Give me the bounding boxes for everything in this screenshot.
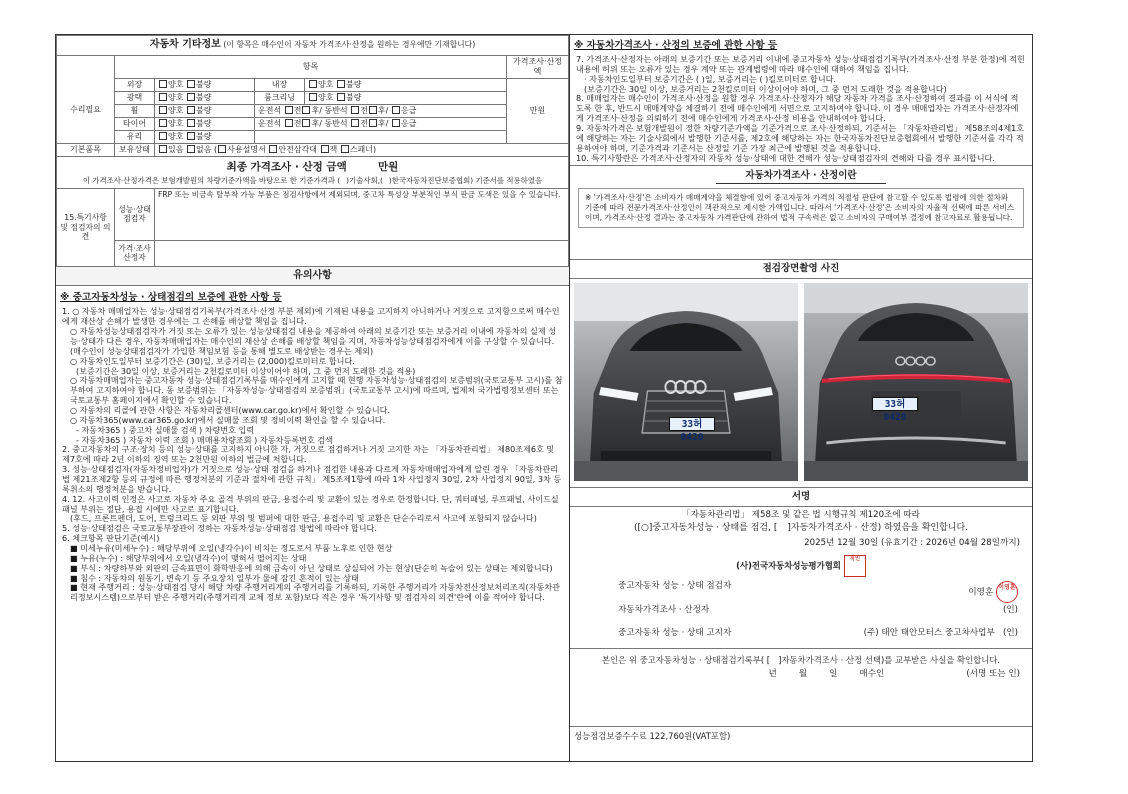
tire-options[interactable]: 양호 불량 — [155, 117, 255, 130]
photos-title: 점검장면촬영 사진 — [570, 260, 1032, 279]
pricing-item: · 자동차인도일부터 보증기간은 ( )일, 보증거리는 ( )킬로미터로 합니다. — [584, 73, 837, 84]
wheel-label: 휠 — [115, 104, 155, 117]
repair-label: 수리필요 — [57, 78, 115, 143]
pricing-warranty-list — [570, 55, 1032, 166]
interior-label: 내장 — [255, 78, 305, 91]
fee-line: 성능점검보증수수료 122,760원(VAT포함) — [570, 726, 1032, 742]
possession-label: 보유상태 — [115, 143, 155, 156]
col-item-header: 항목 — [115, 55, 507, 78]
car-front-photo — [574, 283, 798, 481]
warranty-item: ■ 누유(누수) : 해당부위에서 오일(냉각수)이 맺혀서 떨어지는 상태 — [70, 552, 307, 563]
wheel-options[interactable]: 양호 불량 — [155, 104, 255, 117]
pricer-row: 자동차가격조사 · 산정자 (인) — [618, 604, 1018, 615]
warranty-item: 6. 체크항목 판단기준(예시) — [62, 533, 160, 544]
other-info-note: (이 항목은 매수인이 자동차 가격조사·산정을 원하는 경우에만 기재합니다) — [223, 40, 476, 49]
warranty-item: (보증기간은 30일 이상, 보증거리는 2천킬로미터 이상이어야 하며, 그 중 먼저 도래한 것을 적용) — [76, 365, 416, 376]
col-price-header: 가격조사·산정액 — [507, 55, 569, 78]
warranty-item: ■ 부식 : 차량하부와 외판의 금속표면이 화학반응에 의해 금속이 아닌 상태로 상실되어 가는 현상(단순히 녹슬어 있는 상태는 제외합니다) — [70, 562, 553, 573]
warranty-item: ○ 자동차매매업자는 중고자동차 성능·상태점검기록부를 매수인에게 고지할 때 현행 자동차성능·상태점검의 보증범위(국토교통부 고시)를 첨부하여 고지하여야 합니다. 동 보증범위는 「자동차성능·상태점검의 보증범위」(국토교통부 고시)에 따르며, 법제처 국가법령정보센터 또는 국토교통부 홈페이지에서 확인할 수 있습니다. — [70, 375, 563, 406]
date-line: 2025년 12월 30일 (유효기간 : 2026년 04월 28일까지) — [804, 538, 1020, 549]
warranty-item: - 자동차365 ) 자동차 이력 조회 ) 매매용차량조회 ) 자동차등록번호 검색 — [76, 434, 333, 445]
receipt-date-row: 년 월 일 매수인 (서명 또는 인) — [768, 668, 1020, 679]
room-cleaning-label: 룸크리닝 — [255, 91, 305, 104]
pricing-warranty-title: ※ 자동차가격조사 · 산정의 보증에 관한 사항 등 — [574, 40, 778, 51]
rear-license-plate: 33허 0420 — [872, 397, 918, 411]
gloss-label: 광택 — [115, 91, 155, 104]
basic-items-options[interactable]: 있음 없음 ( 사용설명서 안전삼각대 잭 스패너) — [155, 143, 569, 156]
warranty-item: ○ 자동차365(www.car365.go.kr)에서 실매물 조회 및 정비이력 확인을 할 수 있습니다. — [70, 414, 386, 425]
pricing-def-text: ※ '가격조사·산정'은 소비자가 매매계약을 체결함에 있어 중고자동차 가격의 적절성 판단에 참고할 수 있도록 법령에 의한 절차와 기준에 따라 전문가격조사·산정인이 객관적으로 제시한 가액입니다. 따라서 '가격조사·산정'은 소비자의 자율적 선택에 따른 서비스이며, 가격조사·산정 결과는 중고자동차 가격판단에 관하여 법적 구속력은 없고 소비자의 구매여부 결정에 참고자료로 활용됩니다. — [578, 188, 1024, 228]
warranty-item: ○ 자동차성능상태점검자가 거짓 또는 오류가 있는 성능상태점검 내용을 제공하여 아래의 보증기간 또는 보증거리 이내에 자동차의 실제 성능·상태가 다른 경우, 자동차매매업자는 매수인의 재산상 손해를 배상할 책임을 지며, 자동차성능상태점검자에게 이를 구상할 수 있습니다. (매수인이 성능상태점검자가 가입한 책임보험 등을 통해 별도로 배상받는 경우는 제외) — [70, 326, 557, 356]
car-rear-photo — [804, 283, 1028, 481]
wheel-position-options[interactable]: 운전석 전 후/ 동반석 전 후/ 응급 — [255, 104, 507, 117]
warranty-item: ○ 자동차의 리콜에 관한 사항은 자동차리콜센터(www.car.go.kr)에서 확인할 수 있습니다. — [70, 404, 391, 415]
inspection-photos — [570, 283, 1032, 481]
pricing-item: 10. 특기사항란은 가격조사·산정자의 자동차 성능·상태에 대한 견해가 성능·상태점검자의 견해와 다를 경우 표시합니다. — [576, 152, 995, 163]
glass-label: 유리 — [115, 130, 155, 143]
glass-options[interactable]: 양호 불량 — [155, 130, 255, 143]
tire-label: 타이어 — [115, 117, 155, 130]
pricing-item: 9. 자동차가격은 보험개발원이 정한 차량기준가액을 기준가격으로 조사·산정하되, 기준서는 「자동차관리법」 제58조의4제1호에 해당하는 자는 기술사회에서 발행한 기준서를, 제2호에 해당하는 자는 한국자동차진단보증협회에서 발행한 기준서를 각각 적용하여야 하며, 기준가격과 기준서는 산정일 기준 가장 최근에 발행된 것을 적용합니다. — [576, 123, 1025, 153]
warranty-item: 5. 성능·상태점검은 국토교통부장관이 정하는 자동차성능·상태점검 방법에 따라야 합니다. — [62, 523, 377, 534]
pricing-def-title: 자동차가격조사 · 산정이란 — [716, 170, 886, 184]
other-info-title: 자동차 기타정보 — [149, 39, 221, 50]
inspector-seal: 이영훈 — [996, 581, 1018, 603]
warranty-item: 1. ○ 자동차 매매업자는 성능·상태점검기록부(가격조사·산정 부분 제외)에 기재된 내용을 고지하지 아니하거나 거짓으로 고지함으로써 매수인에게 재산상 손해가 발생한 경우에는 그 손해를 배상할 책임을 집니다. — [62, 306, 560, 327]
warranty-item: ■ 현재 주행거리 : 성능·상태점검 당시 해당 차량 주행거리계의 주행거리를 기록하되, 기록한 주행거리가 자동차전산정보처리조직(자동차관리정보시스템)으로부터 받은 주행거리(주행거리계 교체 정보 포함)보다 적은 경우 '특기사항 및 점검자의 의견'란에 이를 적어야 합니다. — [70, 582, 560, 603]
warranty-item: 3. 성능·상태점검자(자동차정비업자)가 거짓으로 성능·상태 점검을 하거나 점검한 내용과 다르게 자동차매매업자에게 알린 경우 「자동차관리법 제21조제2항 등의 규정에 따른 행정처분의 기준과 절차에 관한 규칙」 제5조제1항에 따라 1차 사업정지 30일, 2차 사업정지 90일, 3차 등록취소의 행정처분을 받습니다. — [62, 464, 562, 494]
basic-items-label: 기본품목 — [57, 143, 115, 156]
warranty-item: (후드, 프론트펜더, 도어, 트렁크리드 등 외판 부위 및 범퍼에 대한 판금, 용접수리 및 교환은 단순수리로서 사고에 포함되지 않습니다) — [70, 513, 537, 524]
special-inspector-text: FRP 또는 비금속 탈부착 가능 부품은 점검사항에서 제외되며, 중고차 특성상 부분적인 부식 판금 도색은 있을 수 있습니다. — [155, 188, 569, 240]
confirm-line: ([○]중고자동차성능 · 상태를 점검, [ ]자동차가격조사 · 산정) 하였음을 확인합니다. — [633, 522, 969, 533]
special-pricer-label: 가격·조사 산정자 — [115, 240, 155, 266]
warranty-item: 4. 12. 사고이력 인정은 사고로 자동차 주요 골격 부위의 판금, 용접수리 및 교환이 있는 경우로 한정합니다. 단, 쿼터패널, 루프패널, 사이드실패널 부위는 절단, 용접 시에만 사고로 표기합니다. — [62, 493, 559, 514]
room-cleaning-options[interactable]: 양호 불량 — [305, 91, 507, 104]
warranty-item: 2. 중고자동차의 구조·장치 등의 성능·상태를 고지하지 아니한 자, 거짓으로 점검하거나 거짓 고지한 자는 「자동차관리법」 제80조제6호 및 제7호에 따라 2년 이하의 징역 또는 2천만원 이하의 벌금에 처합니다. — [62, 444, 555, 465]
special-pricer-text — [155, 240, 569, 266]
warranty-list — [56, 307, 569, 603]
right-column — [570, 34, 1033, 762]
signature-section — [570, 507, 1032, 679]
association-line: (사)전국자동차성능평가협회 직인 — [570, 555, 1032, 577]
left-column — [55, 34, 570, 762]
gloss-options[interactable]: 양호 불량 — [155, 91, 255, 104]
pricing-item: 8. 매매업자는 매수인이 가격조사·산정을 원할 경우 가격조사·산정자가 해당 자동차 가격을 조사·산정하여 결과를 이 서식에 적도록 한 후, 반드시 매매계약을 체결하기 전에 매수인에게 서면으로 고지하여야 합니다. 이 경우 매매업자는 가격조사·산정자에게 가격조사·산정을 의뢰하기 전에 매수인에게 가격조사·산정 비용을 안내하여야 합니다. — [576, 93, 1019, 124]
car-front-image — [574, 283, 798, 481]
special-inspector-label: 성능·상태 점검자 — [115, 188, 155, 240]
final-price-row: 최종 가격조사 · 산정 금액 만원 — [226, 160, 399, 173]
final-price-note: 이 가격조사·산정가격은 보험개발원의 차량기준가액을 바탕으로 한 기준가격과 ( )기술사회,( )한국자동차진단보증협회) 기준서를 적용하였음 — [82, 175, 543, 185]
pricing-item: 7. 가격조사·산정자는 아래의 보증기간 또는 보증거리 이내에 중고자동차 성능·상태점검기록부(가격조사·산정 부분 한정)에 적힌 내용에 허위 또는 오류가 있는 경우 계약 또는 관계법령에 따라 매수인에 대하여 책임을 집니다. — [576, 53, 1025, 74]
exterior-label: 외장 — [115, 78, 155, 91]
warranty-item: - 자동차365 ) 중고차 실매물 검색 ) 차량번호 입력 — [76, 424, 255, 435]
price-unit: 만원 — [507, 78, 569, 143]
warranty-title: ※ 중고자동차성능 · 상태점검의 보증에 관한 사항 등 — [60, 292, 282, 304]
car-rear-image — [804, 283, 1028, 481]
warranty-item: ■ 침수 : 자동차의 원동기, 변속기 등 주요장치 일부가 물에 잠긴 흔적이 있는 상태 — [70, 572, 359, 583]
exterior-options[interactable]: 양호 불량 — [155, 78, 255, 91]
notice-bar: 유의사항 — [56, 267, 569, 287]
front-license-plate: 33허 0420 — [669, 417, 715, 431]
inspector-row: 중고자동차 성능 · 상태 점검자 이영훈 이영훈 — [570, 581, 1032, 603]
receipt-line: 본인은 위 중고자동차성능 · 상태점검기록부( [ ]자동차가격조사 · 산정 선택)를 교부받은 사실을 확인합니다. — [601, 655, 1001, 666]
interior-options[interactable]: 양호 불량 — [305, 78, 507, 91]
law-line: 「자동차관리법」 제58조 및 같은 법 시행규칙 제120조에 따라 — [682, 510, 920, 521]
warranty-item: ○ 자동차인도일부터 보증기간은 (30)일, 보증거리는 (2,000)킬로미터로 합니다. — [70, 355, 355, 366]
special-notes-label: 15.특기사항 및 점검자의 의견 — [57, 188, 115, 266]
warranty-item: ■ 미세누유(미세누수) : 해당부위에 오일(냉각수)이 비치는 정도로서 부품 노후로 인한 현상 — [70, 542, 393, 553]
signature-title: 서명 — [570, 487, 1032, 507]
notifier-row: 중고자동차 성능 · 상태 고지자 (주) 태안 태안모터스 중고차사업부 (인) — [618, 627, 1018, 638]
tire-position-options[interactable]: 운전석 전 후/ 동반석 전 후/ 응급 — [255, 117, 507, 130]
pricing-definition-section — [570, 170, 1032, 260]
association-seal: 직인 — [844, 555, 866, 577]
receipt-section — [570, 648, 1032, 679]
pricing-item: (보증기간은 30일 이상, 보증거리는 2천킬로미터 이상이어야 하며, 그 중 먼저 도래한 것을 적용합니다) — [584, 83, 947, 94]
other-info-table — [56, 35, 569, 267]
